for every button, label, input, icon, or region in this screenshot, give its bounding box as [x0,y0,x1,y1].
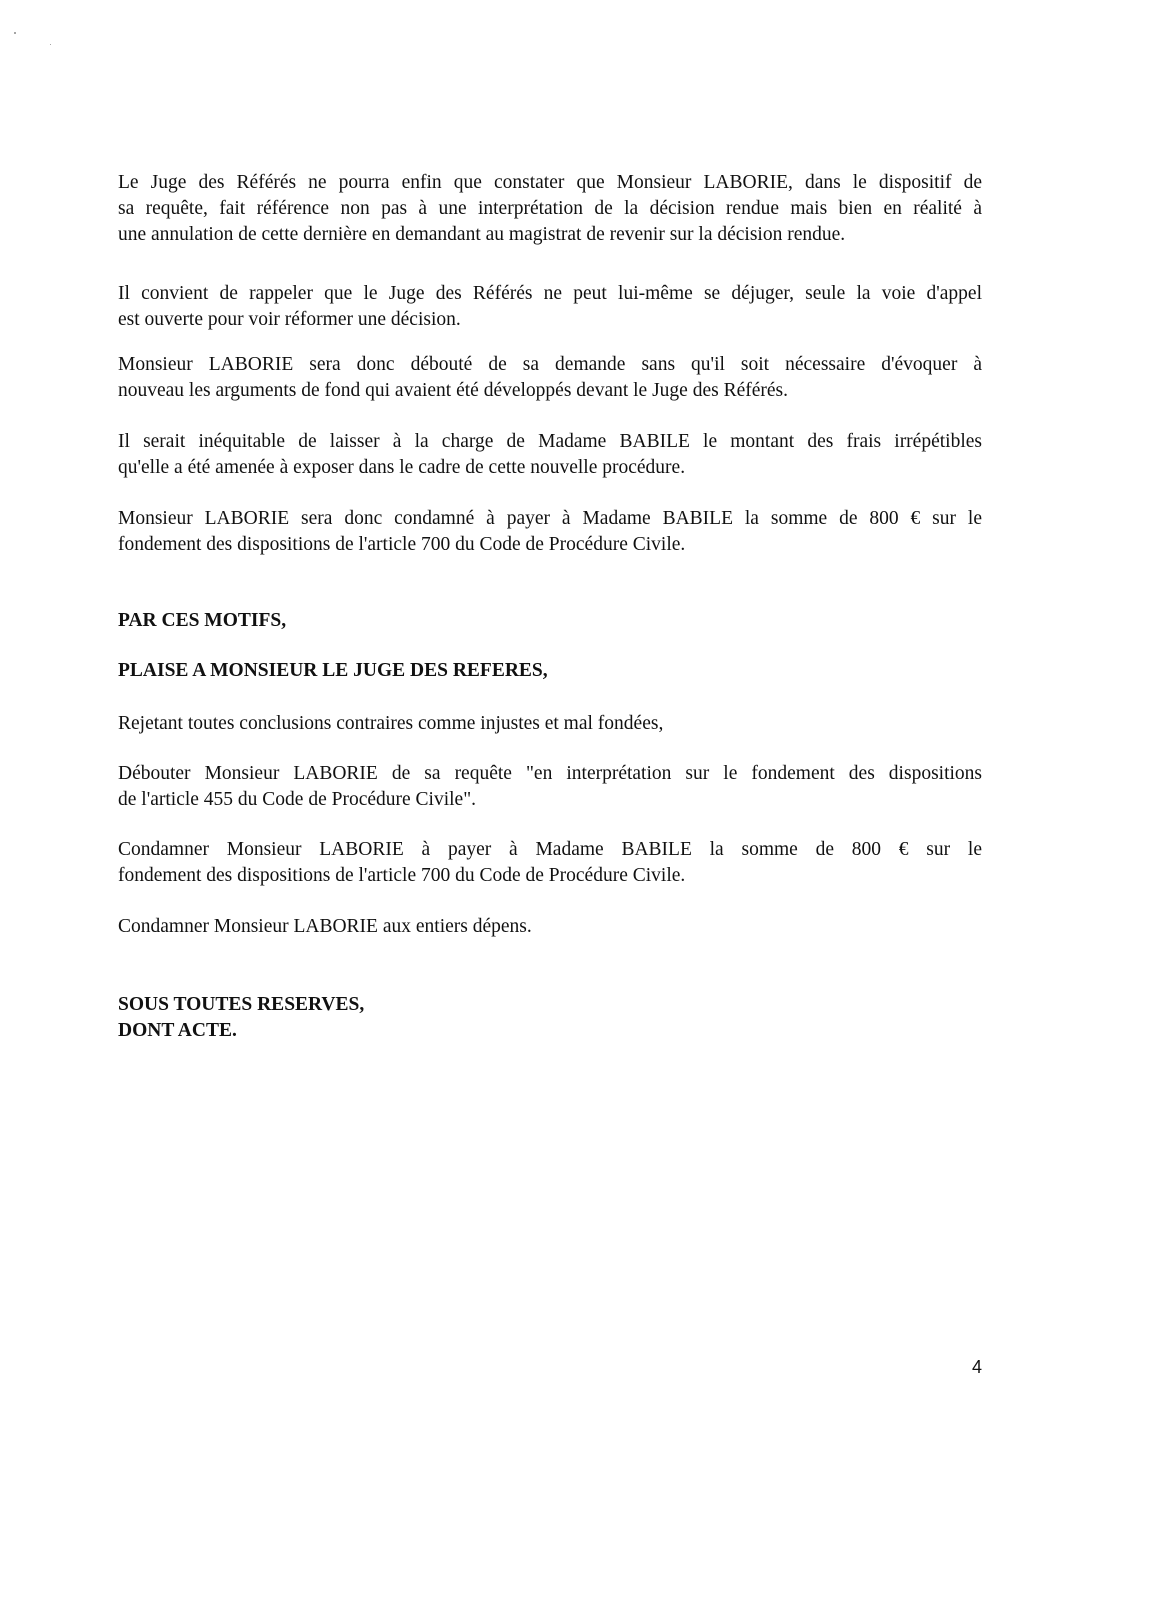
closing-line: DONT ACTE. [118,1020,237,1041]
text-line: qu'elle a été amenée à exposer dans le cadre de cette nouvelle procédure. [118,457,686,478]
scan-speck [50,44,51,45]
scan-speck [14,32,16,34]
text-line: Condamner Monsieur LABORIE à payer à Madame BABILE la somme de 800 € sur le [118,839,982,860]
dispositif-1 [118,711,982,737]
heading-plaise: PLAISE A MONSIEUR LE JUGE DES REFERES, [118,660,548,681]
text-line: nouveau les arguments de fond qui avaient été développés devant le Juge des Référés. [118,380,788,401]
closing [118,992,982,1044]
dispositif-2 [118,761,982,813]
dispositif-4 [118,914,982,940]
text-line: Débouter Monsieur LABORIE de sa requête "en interprétation sur le fondement des dispositions [118,763,982,784]
text-line: une annulation de cette dernière en demandant au magistrat de revenir sur la décision rendue. [118,224,846,245]
text-line: est ouverte pour voir réformer une décision. [118,309,461,330]
text-line: Condamner Monsieur LABORIE aux entiers dépens. [118,916,532,937]
text-line: Il serait inéquitable de laisser à la charge de Madame BABILE le montant des frais irrépétibles [118,431,982,452]
text-line: Il convient de rappeler que le Juge des Référés ne peut lui-même se déjuger, seule la voie d'appel [118,283,982,304]
text-line: fondement des dispositions de l'article 700 du Code de Procédure Civile. [118,534,686,555]
text-line: Monsieur LABORIE sera donc débouté de sa demande sans qu'il soit nécessaire d'évoquer à [118,354,982,375]
heading-par-ces-motifs: PAR CES MOTIFS, [118,610,287,631]
dispositif-3 [118,837,982,889]
paragraph-1 [118,170,982,248]
text-line: de l'article 455 du Code de Procédure Civile". [118,789,477,810]
closing-line: SOUS TOUTES RESERVES, [118,994,365,1015]
paragraph-5 [118,506,982,558]
text-line: Monsieur LABORIE sera donc condamné à payer à Madame BABILE la somme de 800 € sur le [118,508,982,529]
text-line: Le Juge des Référés ne pourra enfin que constater que Monsieur LABORIE, dans le dispositif de [118,172,982,193]
page-number: 4 [972,1357,983,1377]
paragraph-3 [118,352,982,404]
text-line: sa requête, fait référence non pas à une interprétation de la décision rendue mais bien en réalité à [118,198,982,219]
text-line: fondement des dispositions de l'article 700 du Code de Procédure Civile. [118,865,686,886]
paragraph-2 [118,281,982,333]
paragraph-4 [118,429,982,481]
text-line: Rejetant toutes conclusions contraires comme injustes et mal fondées, [118,713,664,734]
